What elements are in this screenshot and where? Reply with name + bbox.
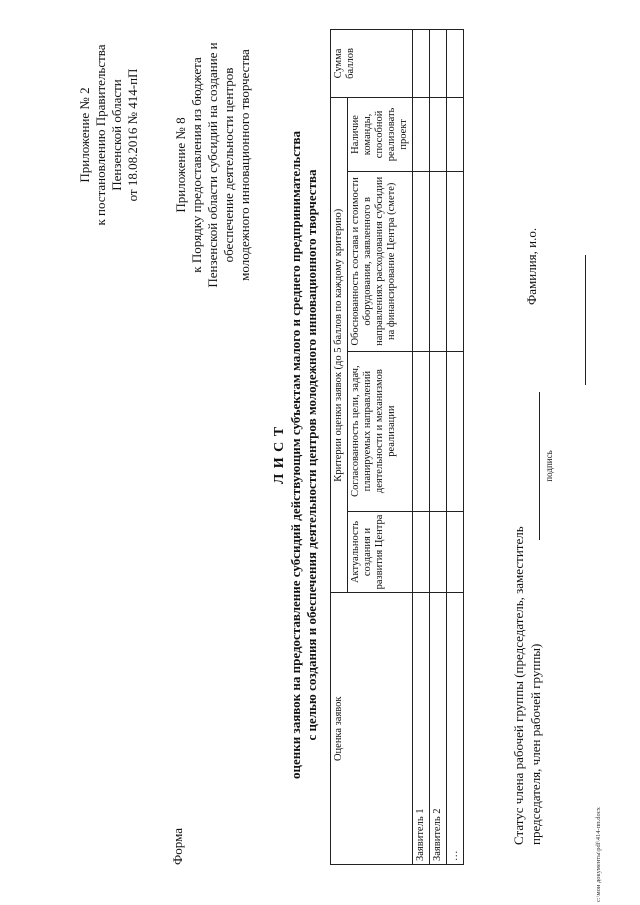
appendix-8-order: к Порядку предоставления из бюджета [189,57,204,273]
cell [413,30,430,98]
cell [430,30,447,98]
table-row [413,30,430,865]
cell [430,351,447,511]
cell [413,171,430,351]
header-sum: Сумма баллов [331,30,413,98]
cell [447,511,464,593]
name-label: Фамилия, и.о. [524,227,539,305]
header-eval: Оценка заявок [331,593,413,865]
cell [413,97,430,171]
header-criteria: Критерии оценки заявок (до 5 баллов по каждому критерию) [331,97,348,593]
appendix-8-number: Приложение № 8 [173,117,188,213]
appendix-8-subsidies: Пензенской области субсидий на создание и [205,42,220,288]
appendix-2-date: от 18.08.2016 № 414-пП [125,68,140,202]
criterion-1: Актуальность создания и развития Центра [348,511,413,593]
cell [447,97,464,171]
member-status-text: Статус члена рабочей группы (председатель, заместитель председателя, член рабочей группы) [511,526,543,845]
applicant-1: Заявитель 1 [413,593,430,865]
signature-label: подпись [544,450,554,482]
criterion-3: Обоснованность состава и стоимости оборудования, заявленного в направлениях расходования субсидии на финансирование Центра (смете) [348,171,413,351]
appendix-2-number: Приложение № 2 [77,87,92,183]
cell [430,511,447,593]
appendix-2-region: Пензенской области [109,79,124,191]
cell [413,351,430,511]
cell [447,171,464,351]
cell [430,171,447,351]
cell [430,97,447,171]
sheet-heading: Л И С Т [272,425,287,485]
sheet-title-line-2: с целью создания и обеспечения деятельности центров молодежного инновационного творчества [304,169,319,741]
applicant-2: Заявитель 2 [430,593,447,865]
cell [447,351,464,511]
appendix-2-block [77,15,141,255]
cell [413,511,430,593]
criterion-2: Согласованность цели, задач, планируемых направлений деятельности и механизмов реализации [348,351,413,511]
table-row [447,30,464,865]
table-header-row-1 [331,30,348,865]
evaluation-table [330,29,464,865]
appendix-8-youth: молодежного инновационного творчества [237,49,252,281]
form-label: Форма [170,828,185,865]
ellipsis-row: … [447,593,464,865]
cell [447,30,464,98]
appendix-8-block [173,10,253,320]
signature-line [539,392,540,540]
sheet-title-line-1: оценки заявок на предоставление субсидий действующим субъектам малого и среднего предпринимательства [288,131,303,779]
appendix-2-decree: к постановлению Правительства [93,44,108,226]
appendix-8-centers: обеспечение деятельности центров [221,67,236,263]
sheet-title [272,95,320,815]
criterion-4: Наличие команды, способной реализовать проект [348,97,413,171]
name-line [585,255,586,385]
table-row [430,30,447,865]
file-path: с:\мои документы\pdf\414-пп.docx [595,807,602,902]
